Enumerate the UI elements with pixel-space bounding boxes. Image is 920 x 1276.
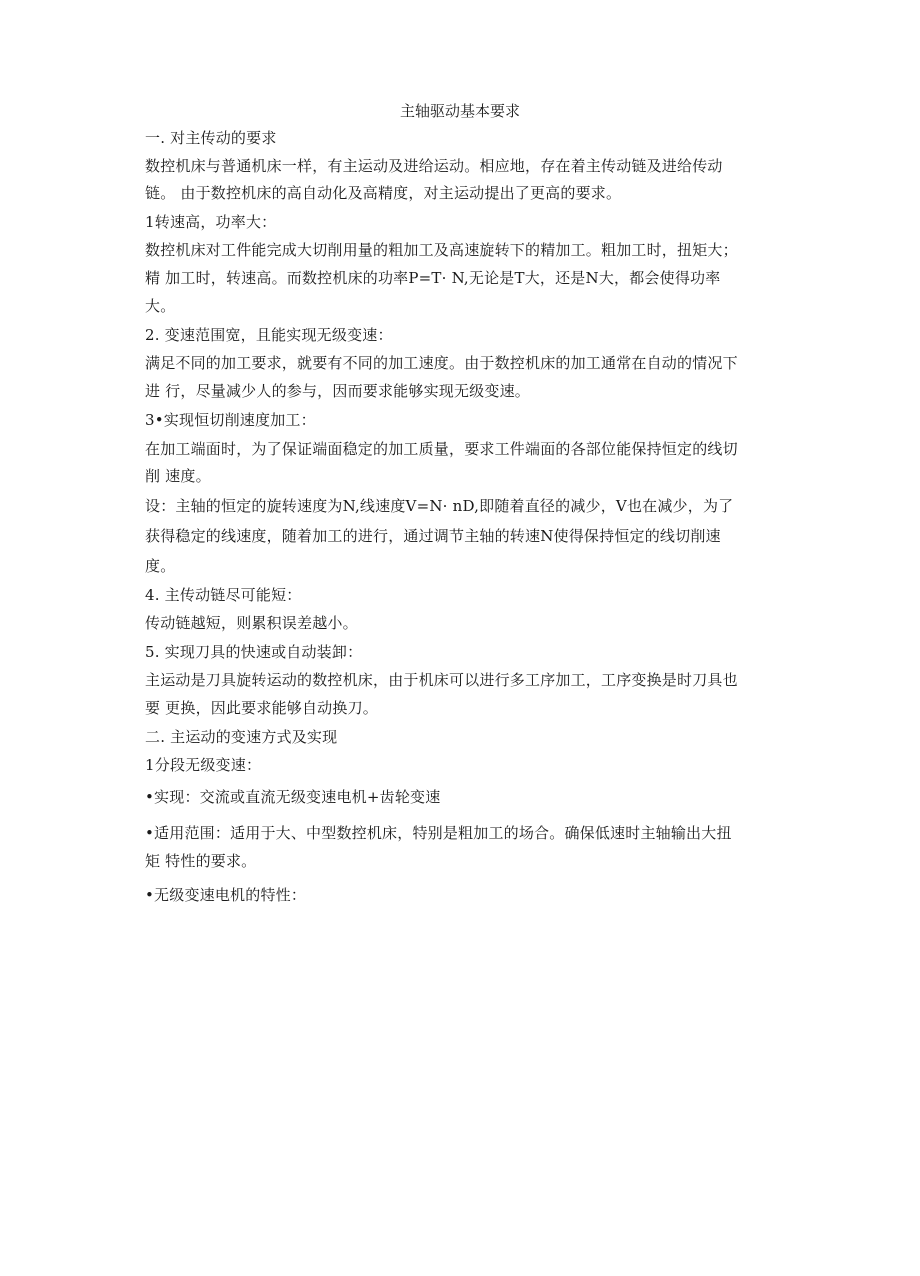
subheading: 1转速高，功率大： <box>145 213 277 231</box>
paragraph-line: 在加工端面时，为了保证端面稳定的加工质量，要求工件端面的各部位能保持恒定的线切 <box>145 440 738 458</box>
document-title: 主轴驱动基本要求 <box>399 102 520 120</box>
paragraph-line: 传动链越短，则累积误差越小。 <box>145 614 358 632</box>
subheading: 4. 主传动链尽可能短： <box>145 586 302 604</box>
paragraph-line: 获得稳定的线速度，随着加工的进行，通过调节主轴的转速N使得保持恒定的线切削速 <box>145 527 721 545</box>
bullet-item: •无级变速电机的特性： <box>145 886 307 904</box>
paragraph-line: 设：主轴的恒定的旋转速度为N,线速度V=N· nD,即随着直径的减少，V也在减少，为了 <box>145 497 734 515</box>
paragraph-line: 满足不同的加工要求，就要有不同的加工速度。由于数控机床的加工通常在自动的情况下 <box>145 354 738 372</box>
paragraph-line: 链。 由于数控机床的高自动化及高精度，对主运动提出了更高的要求。 <box>145 184 622 202</box>
subheading: 3•实现恒切削速度加工： <box>145 411 316 429</box>
paragraph-line: 数控机床与普通机床一样，有主运动及进给运动。相应地，存在着主传动链及进给传动 <box>145 157 723 175</box>
bullet-item: •适用范围：适用于大、中型数控机床，特别是粗加工的场合。确保低速时主轴输出大扭 <box>145 824 732 842</box>
subheading: 1分段无级变速： <box>145 756 262 774</box>
subheading: 2. 变速范围宽，且能实现无级变速： <box>145 326 393 344</box>
paragraph-line: 要 更换，因此要求能够自动换刀。 <box>145 699 378 717</box>
section-heading: 二. 主运动的变速方式及实现 <box>145 728 338 746</box>
paragraph-line: 度。 <box>145 557 176 575</box>
section-heading: 一. 对主传动的要求 <box>145 129 277 147</box>
paragraph-line: 主运动是刀具旋转运动的数控机床，由于机床可以进行多工序加工，工序变换是时刀具也 <box>145 671 738 689</box>
paragraph-line: 进 行，尽量减少人的参与，因而要求能够实现无级变速。 <box>145 382 530 400</box>
paragraph-line: 数控机床对工件能完成大切削用量的粗加工及高速旋转下的精加工。粗加工时，扭矩大； <box>145 241 738 259</box>
paragraph-line: 削 速度。 <box>145 467 211 485</box>
paragraph-line: 矩 特性的要求。 <box>145 852 257 870</box>
bullet-item: •实现：交流或直流无级变速电机+齿轮变速 <box>145 788 441 806</box>
paragraph-line: 精 加工时，转速高。而数控机床的功率P=T· N,无论是T大，还是N大，都会使得功率 <box>145 269 721 287</box>
subheading: 5. 实现刀具的快速或自动装卸： <box>145 643 363 661</box>
paragraph-line: 大。 <box>145 297 176 315</box>
